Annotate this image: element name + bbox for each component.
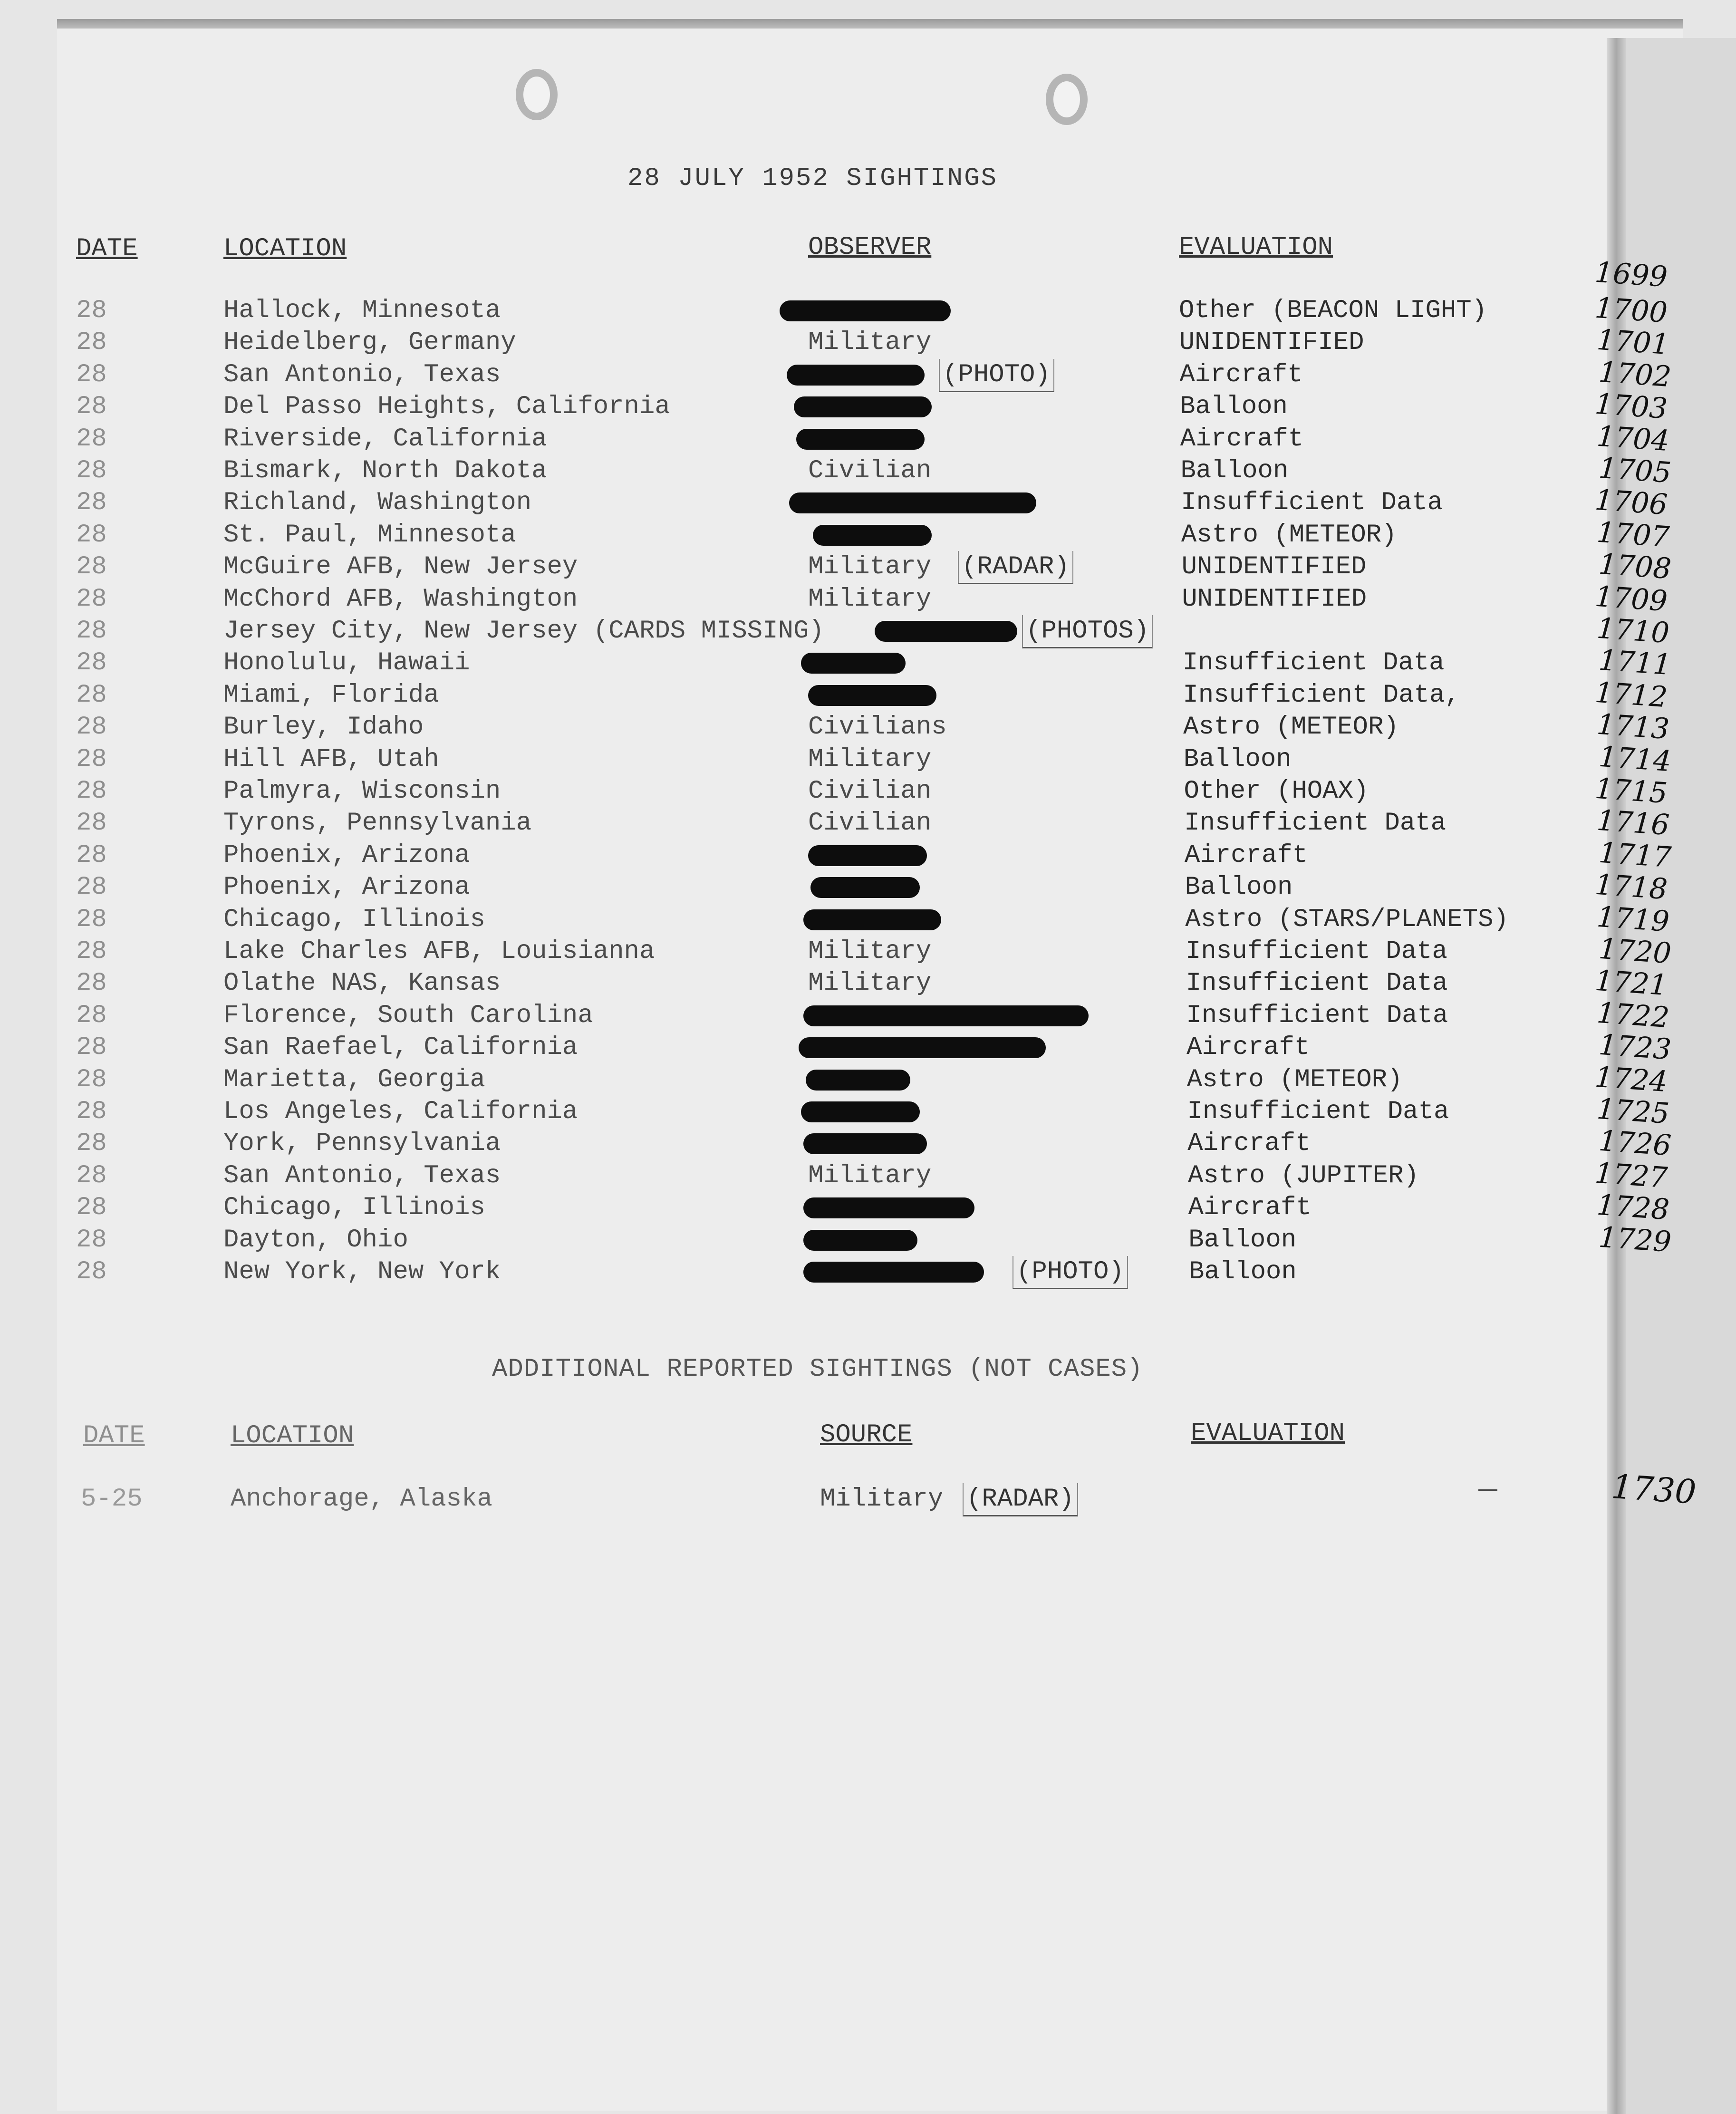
- table-row: [0, 836, 1672, 875]
- row-date: 28: [76, 1129, 107, 1158]
- case-number: 1719: [1595, 900, 1670, 938]
- row-evaluation: Other (HOAX): [1184, 777, 1369, 806]
- header-date: DATE: [76, 234, 138, 263]
- case-number: 1700: [1593, 291, 1668, 330]
- case-number-top: 1699: [1593, 255, 1668, 294]
- case-number: 1729: [1597, 1220, 1672, 1259]
- row-evaluation: Balloon: [1185, 873, 1293, 902]
- redaction-mark: [803, 1133, 927, 1154]
- row-observer: Military: [808, 937, 932, 966]
- row-observer: Civilian: [808, 809, 932, 838]
- row-evaluation: Astro (METEOR): [1183, 713, 1399, 742]
- row-evaluation: Balloon: [1189, 1257, 1297, 1286]
- row-note: (RADAR): [958, 551, 1073, 584]
- additional-header-source: SOURCE: [820, 1420, 913, 1449]
- row-date: 28: [76, 1001, 107, 1030]
- case-number: 1725: [1595, 1092, 1670, 1131]
- row-location: Del Passo Heights, California: [223, 392, 670, 422]
- table-row: [0, 547, 1672, 586]
- table-row: [0, 868, 1668, 907]
- row-evaluation: UNIDENTIFIED: [1179, 328, 1364, 357]
- row-date: 28: [76, 1193, 107, 1223]
- row-date: 28: [76, 969, 107, 998]
- case-number: 1705: [1597, 451, 1672, 490]
- redaction-mark: [789, 492, 1036, 513]
- row-location: Phoenix, Arizona: [223, 840, 470, 870]
- case-number: 1724: [1593, 1060, 1668, 1099]
- row-evaluation: Aircraft: [1179, 360, 1303, 389]
- row-evaluation: Balloon: [1180, 392, 1288, 422]
- row-observer: Civilians: [808, 713, 947, 742]
- table-row: [0, 387, 1668, 426]
- additional-source: Military: [820, 1485, 944, 1514]
- row-date: 28: [76, 456, 107, 485]
- row-date: 28: [76, 392, 107, 422]
- row-date: 28: [76, 360, 107, 389]
- punch-hole-right: [1046, 74, 1088, 125]
- row-date: 28: [76, 777, 107, 806]
- row-location: St. Paul, Minnesota: [223, 520, 516, 550]
- row-evaluation: Astro (JUPITER): [1187, 1161, 1419, 1190]
- case-number: 1718: [1593, 868, 1668, 907]
- row-date: 28: [76, 328, 107, 357]
- row-evaluation: Insufficient Data: [1187, 1097, 1449, 1126]
- case-number: 1711: [1597, 644, 1672, 682]
- row-date: 28: [76, 424, 107, 454]
- additional-header-evaluation: EVALUATION: [1191, 1419, 1345, 1448]
- row-note: (PHOTO): [1013, 1256, 1128, 1289]
- table-row: [0, 900, 1670, 938]
- row-date: 28: [76, 680, 107, 710]
- row-location: Miami, Florida: [223, 680, 439, 710]
- table-row: [0, 1092, 1670, 1131]
- row-location: Florence, South Carolina: [223, 1001, 593, 1030]
- case-number: 1709: [1593, 579, 1668, 618]
- row-location: Jersey City, New Jersey (CARDS MISSING): [223, 617, 824, 646]
- row-date: 28: [76, 840, 107, 870]
- row-date: 28: [76, 873, 107, 902]
- case-number: 1713: [1595, 707, 1670, 746]
- row-date: 28: [76, 937, 107, 966]
- row-location: York, Pennsylvania: [223, 1129, 501, 1158]
- row-evaluation: Insufficient Data: [1186, 969, 1448, 998]
- header-observer: OBSERVER: [808, 233, 932, 262]
- table-row: [0, 1220, 1672, 1259]
- additional-dash: [1478, 1489, 1497, 1491]
- case-number: 1721: [1593, 964, 1668, 1003]
- header-location: LOCATION: [223, 234, 347, 263]
- row-date: 28: [76, 552, 107, 582]
- row-evaluation: Aircraft: [1180, 424, 1304, 454]
- row-location: Heidelberg, Germany: [223, 328, 516, 357]
- redaction-mark: [813, 525, 932, 546]
- redaction-mark: [780, 300, 951, 321]
- row-date: 28: [76, 1161, 107, 1190]
- row-location: San Antonio, Texas: [223, 1161, 501, 1190]
- redaction-mark: [808, 845, 927, 866]
- row-location: Bismark, North Dakota: [223, 456, 547, 485]
- punch-hole-left: [516, 69, 558, 120]
- row-date: 28: [76, 713, 107, 742]
- row-note: (PHOTOS): [1022, 615, 1153, 648]
- case-number: 1702: [1597, 355, 1672, 394]
- additional-date: 5-25: [81, 1485, 143, 1514]
- redaction-mark: [803, 1230, 917, 1251]
- table-row: [0, 772, 1668, 811]
- row-location: Honolulu, Hawaii: [223, 648, 470, 678]
- row-location: McChord AFB, Washington: [223, 584, 578, 614]
- redaction-mark: [799, 1037, 1046, 1058]
- additional-header-location: LOCATION: [231, 1421, 354, 1450]
- table-row: [0, 611, 1670, 650]
- row-evaluation: Insufficient Data: [1181, 488, 1443, 518]
- table-row: [0, 707, 1670, 746]
- table-row: [0, 483, 1668, 522]
- additional-title: ADDITIONAL REPORTED SIGHTINGS (NOT CASES): [492, 1355, 1143, 1384]
- row-observer: Military: [808, 969, 932, 998]
- case-number: 1728: [1595, 1188, 1670, 1227]
- row-evaluation: Insufficient Data: [1182, 648, 1445, 678]
- table-row: [0, 1124, 1672, 1163]
- row-location: Los Angeles, California: [223, 1097, 578, 1126]
- row-date: 28: [76, 648, 107, 678]
- row-location: McGuire AFB, New Jersey: [223, 552, 578, 582]
- case-number: 1722: [1595, 996, 1670, 1035]
- case-number: 1701: [1595, 323, 1670, 362]
- row-evaluation: Insufficient Data: [1184, 809, 1447, 838]
- redaction-mark: [803, 909, 941, 930]
- row-location: New York, New York: [223, 1257, 501, 1286]
- table-row: [0, 932, 1672, 971]
- table-row: [0, 676, 1668, 714]
- case-number: 1712: [1593, 676, 1668, 714]
- case-number: 1720: [1597, 932, 1672, 971]
- redaction-mark: [875, 621, 1017, 642]
- row-date: 28: [76, 744, 107, 774]
- table-row: [0, 1256, 1626, 1288]
- table-row: [0, 644, 1672, 682]
- row-location: San Antonio, Texas: [223, 360, 501, 389]
- row-date: 28: [76, 1097, 107, 1126]
- row-note: (PHOTO): [939, 359, 1054, 392]
- row-date: 28: [76, 809, 107, 838]
- row-evaluation: Aircraft: [1184, 840, 1308, 870]
- row-location: Olathe NAS, Kansas: [223, 969, 501, 998]
- table-row: [0, 579, 1668, 618]
- case-number: 1703: [1593, 387, 1668, 426]
- table-row: [0, 996, 1670, 1035]
- row-observer: Military: [808, 1161, 932, 1190]
- row-evaluation: Other (BEACON LIGHT): [1179, 296, 1487, 325]
- table-row: [0, 515, 1670, 554]
- additional-note: (RADAR): [963, 1483, 1078, 1516]
- row-date: 28: [76, 1033, 107, 1062]
- document-title: 28 JULY 1952 SIGHTINGS: [627, 164, 998, 193]
- table-row: [0, 1188, 1670, 1227]
- redaction-mark: [796, 429, 925, 450]
- row-evaluation: UNIDENTIFIED: [1181, 552, 1367, 582]
- row-location: Chicago, Illinois: [223, 905, 485, 934]
- additional-row: [0, 1467, 1697, 1515]
- table-row: [0, 419, 1670, 458]
- row-location: Palmyra, Wisconsin: [223, 777, 501, 806]
- row-location: Hill AFB, Utah: [223, 744, 439, 774]
- redaction-mark: [808, 685, 936, 706]
- redaction-mark: [801, 1101, 920, 1122]
- row-date: 28: [76, 1225, 107, 1255]
- row-date: 28: [76, 1065, 107, 1094]
- redaction-mark: [803, 1262, 984, 1283]
- case-number: 1706: [1593, 483, 1668, 522]
- case-number: 1717: [1597, 836, 1672, 875]
- row-evaluation: Astro (STARS/PLANETS): [1185, 905, 1509, 934]
- table-row: [0, 355, 1672, 394]
- redaction-mark: [794, 396, 932, 417]
- additional-location: Anchorage, Alaska: [231, 1485, 492, 1514]
- row-evaluation: UNIDENTIFIED: [1182, 584, 1367, 614]
- case-number: 1716: [1595, 804, 1670, 842]
- row-location: Hallock, Minnesota: [223, 296, 501, 325]
- row-evaluation: Aircraft: [1188, 1193, 1312, 1223]
- case-number: 1710: [1595, 611, 1670, 650]
- table-row: [0, 964, 1668, 1003]
- row-observer: Military: [808, 744, 932, 774]
- row-location: Richland, Washington: [223, 488, 532, 518]
- row-date: 28: [76, 520, 107, 550]
- row-location: Tyrons, Pennsylvania: [223, 809, 532, 838]
- header-evaluation: EVALUATION: [1179, 233, 1333, 262]
- table-row: [0, 291, 1668, 330]
- row-location: Burley, Idaho: [223, 713, 424, 742]
- row-observer: Military: [808, 552, 932, 582]
- redaction-mark: [787, 365, 925, 386]
- row-evaluation: Aircraft: [1186, 1033, 1310, 1062]
- row-date: 28: [76, 584, 107, 614]
- redaction-mark: [810, 877, 920, 898]
- row-observer: Civilian: [808, 456, 932, 485]
- row-evaluation: Aircraft: [1187, 1129, 1311, 1158]
- row-evaluation: Insufficient Data: [1186, 1001, 1448, 1030]
- additional-case-number: 1730: [1610, 1467, 1697, 1512]
- case-number: 1715: [1593, 772, 1668, 811]
- row-location: Phoenix, Arizona: [223, 873, 470, 902]
- table-row: [0, 740, 1672, 778]
- additional-header-date: DATE: [83, 1421, 145, 1450]
- row-evaluation: Insufficient Data,: [1183, 680, 1460, 710]
- row-date: 28: [76, 905, 107, 934]
- table-row: [0, 451, 1672, 490]
- row-evaluation: Balloon: [1180, 456, 1289, 485]
- table-row: [0, 804, 1670, 842]
- row-location: Marietta, Georgia: [223, 1065, 485, 1094]
- row-location: San Raefael, California: [223, 1033, 578, 1062]
- table-row: [0, 1156, 1668, 1195]
- row-date: 28: [76, 296, 107, 325]
- row-location: Riverside, California: [223, 424, 547, 454]
- row-evaluation: Insufficient Data: [1186, 937, 1447, 966]
- redaction-mark: [803, 1197, 974, 1218]
- case-number: 1708: [1597, 547, 1672, 586]
- row-location: Lake Charles AFB, Louisianna: [223, 937, 655, 966]
- row-evaluation: Balloon: [1188, 1225, 1297, 1255]
- row-date: 28: [76, 617, 107, 646]
- redaction-mark: [801, 653, 906, 674]
- row-location: Chicago, Illinois: [223, 1193, 485, 1223]
- table-row: [0, 1060, 1668, 1099]
- table-row: [0, 323, 1670, 362]
- case-number: 1707: [1595, 515, 1670, 554]
- row-date: 28: [76, 1257, 107, 1286]
- row-location: Dayton, Ohio: [223, 1225, 408, 1255]
- case-number: 1726: [1597, 1124, 1672, 1163]
- redaction-mark: [803, 1005, 1089, 1026]
- case-number: 1727: [1593, 1156, 1668, 1195]
- redaction-mark: [806, 1070, 910, 1091]
- row-evaluation: Balloon: [1183, 744, 1292, 774]
- table-row: [0, 1028, 1672, 1067]
- row-evaluation: Astro (METEOR): [1186, 1065, 1403, 1094]
- case-number: 1714: [1597, 740, 1672, 778]
- case-number: 1723: [1597, 1028, 1672, 1067]
- row-observer: Civilian: [808, 777, 932, 806]
- row-date: 28: [76, 488, 107, 518]
- row-evaluation: Astro (METEOR): [1181, 520, 1397, 550]
- row-observer: Military: [808, 584, 932, 614]
- row-observer: Military: [808, 328, 932, 357]
- case-number: 1704: [1595, 419, 1670, 458]
